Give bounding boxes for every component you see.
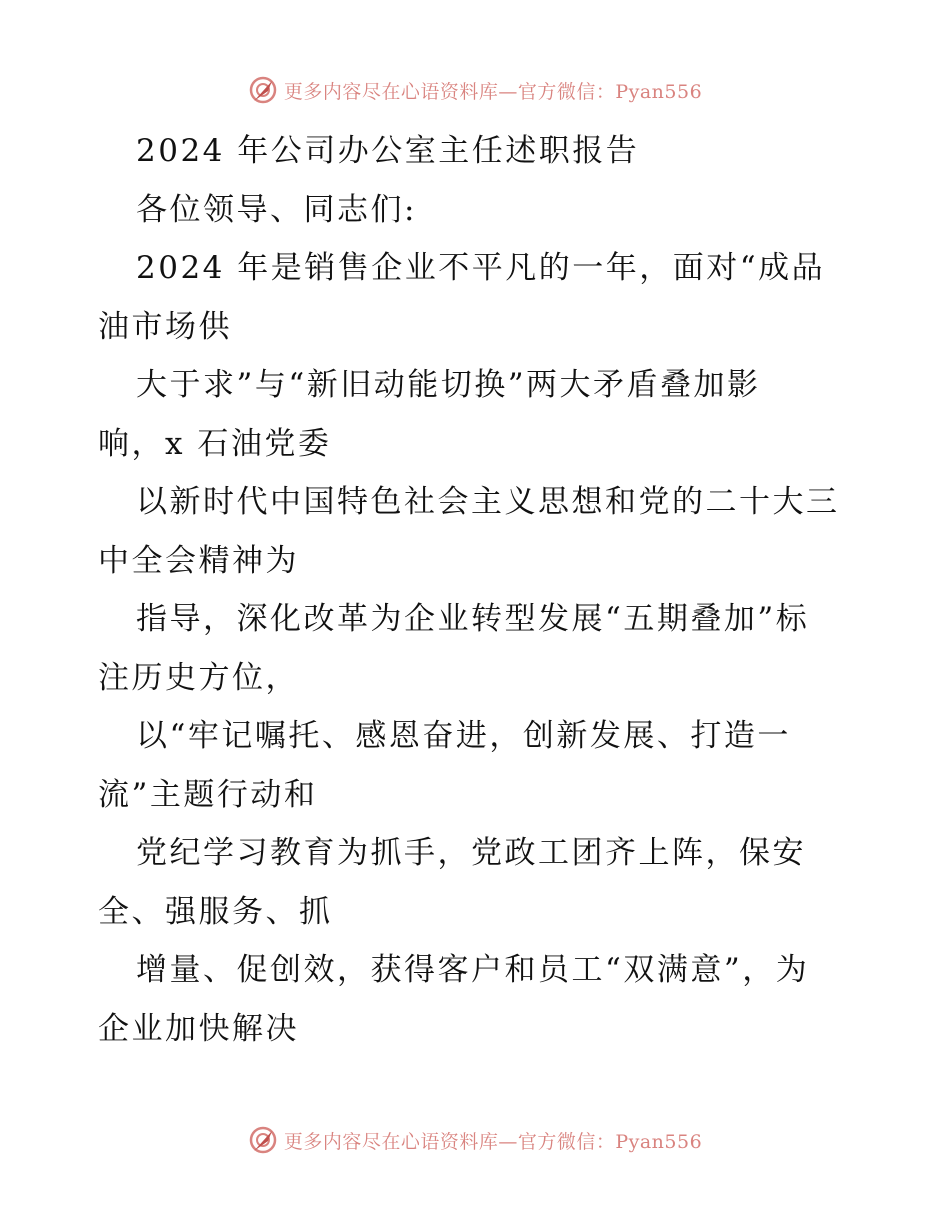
text-line: 企业加快解决	[98, 1010, 299, 1047]
text-line: 油市场供	[98, 308, 232, 345]
text-line: 中全会精神为	[98, 542, 299, 579]
watermark-text: 更多内容尽在心语资料库—官方微信：Pyan556	[283, 1130, 703, 1153]
text-line: 注历史方位，	[98, 659, 299, 696]
text-line: 以新时代中国特色社会主义思想和党的二十大三	[136, 484, 840, 520]
text-line: 流”主题行动和	[98, 776, 318, 813]
document-title: 2024 年公司办公室主任述职报告	[136, 133, 640, 169]
text-line: 全、强服务、抓	[98, 893, 333, 930]
text-line: 响，x 石油党委	[98, 425, 332, 462]
quill-logo-icon	[248, 1125, 278, 1155]
watermark-footer	[0, 1120, 950, 1160]
document-body	[98, 122, 858, 1058]
text-line: 指导，深化改革为企业转型发展“五期叠加”标	[136, 601, 810, 637]
watermark-text: 更多内容尽在心语资料库—官方微信：Pyan556	[283, 80, 703, 103]
text-line: 增量、促创效，获得客户和员工“双满意”，为	[136, 952, 810, 988]
text-line: 大于求”与“新旧动能切换”两大矛盾叠加影	[136, 367, 761, 403]
watermark-header	[0, 70, 950, 110]
quill-logo-icon	[248, 75, 278, 105]
text-line: 以“牢记嘱托、感恩奋进，创新发展、打造一	[136, 718, 791, 754]
text-line: 党纪学习教育为抓手，党政工团齐上阵，保安	[136, 835, 806, 871]
text-line: 2024 年是销售企业不平凡的一年，面对“成品	[136, 250, 826, 286]
text-line: 各位领导、同志们:	[136, 191, 417, 228]
